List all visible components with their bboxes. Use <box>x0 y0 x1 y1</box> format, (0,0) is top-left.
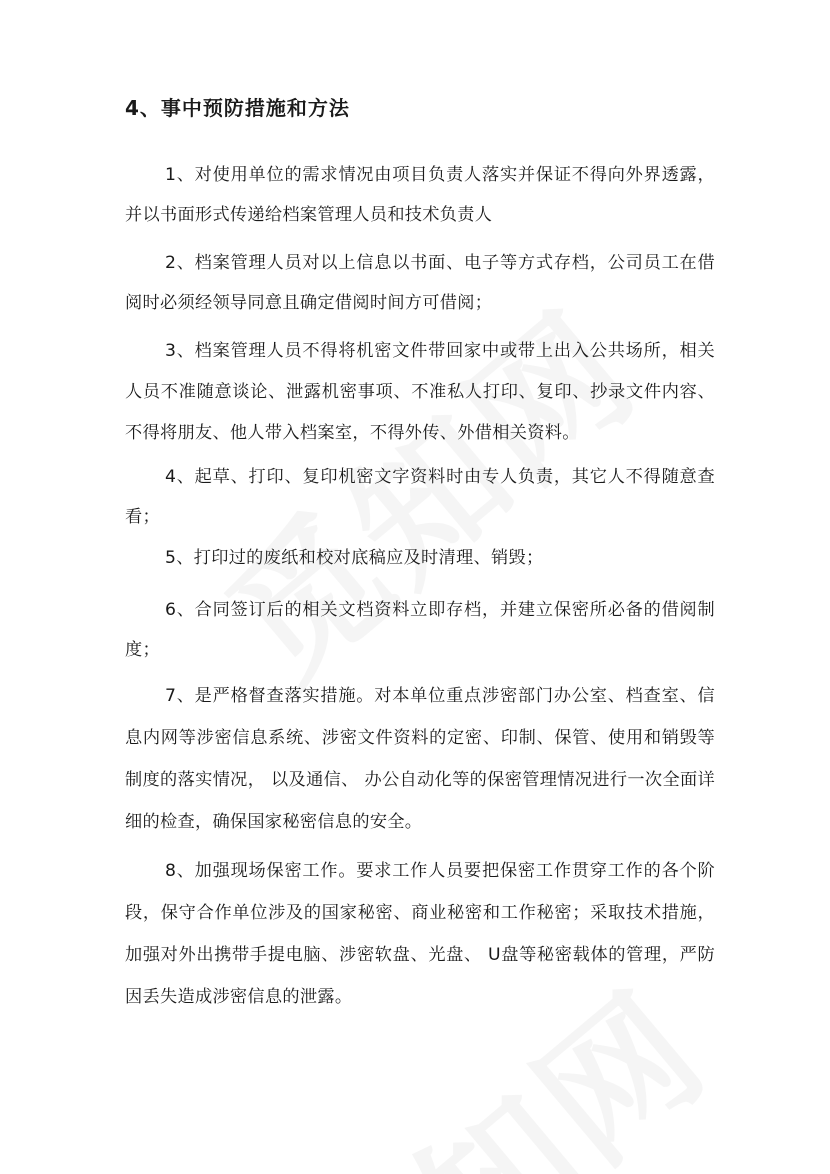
paragraph-2: 2、档案管理人员对以上信息以书面、电子等方式存档，公司员工在借阅时必须经领导同意且确定借阅时间方可借阅； <box>125 253 715 313</box>
paragraph-5: 5、打印过的废纸和校对底稿应及时清理、销毁； <box>165 548 544 568</box>
paragraph-6: 6、合同签订后的相关文档资料立即存档，并建立保密所必备的借阅制度； <box>125 600 715 660</box>
paragraph-4: 4、起草、打印、复印机密文字资料时由专人负责，其它人不得随意查看； <box>125 467 715 527</box>
paragraph-1: 1、对使用单位的需求情况由项目负责人落实并保证不得向外界透露，并以书面形式传递给档案管理人员和技术负责人 <box>125 165 715 225</box>
paragraph-8: 8、加强现场保密工作。要求工作人员要把保密工作贯穿工作的各个阶段，保守合作单位涉及的国家秘密、商业秘密和工作秘密；采取技术措施，加强对外出携带手提电脑、涉密软盘、光盘、 U盘等秘密载体的管理，严防因丢失造成涉密信息的泄露。 <box>125 861 715 1007</box>
section-heading: 4、事中预防措施和方法 <box>125 96 350 120</box>
paragraph-3: 3、档案管理人员不得将机密文件带回家中或带上出入公共场所，相关人员不准随意谈论、泄露机密事项、不准私人打印、复印、抄录文件内容、不得将朋友、他人带入档案室，不得外传、外借相关资料。 <box>125 341 715 443</box>
paragraph-7: 7、是严格督查落实措施。对本单位重点涉密部门办公室、档查室、信息内网等涉密信息系统、涉密文件资料的定密、印制、保管、使用和销毁等制度的落实情况， 以及通信、 办公自动化等的保密管理情况进行一次全面详细的检查，确保国家秘密信息的安全。 <box>125 686 715 832</box>
